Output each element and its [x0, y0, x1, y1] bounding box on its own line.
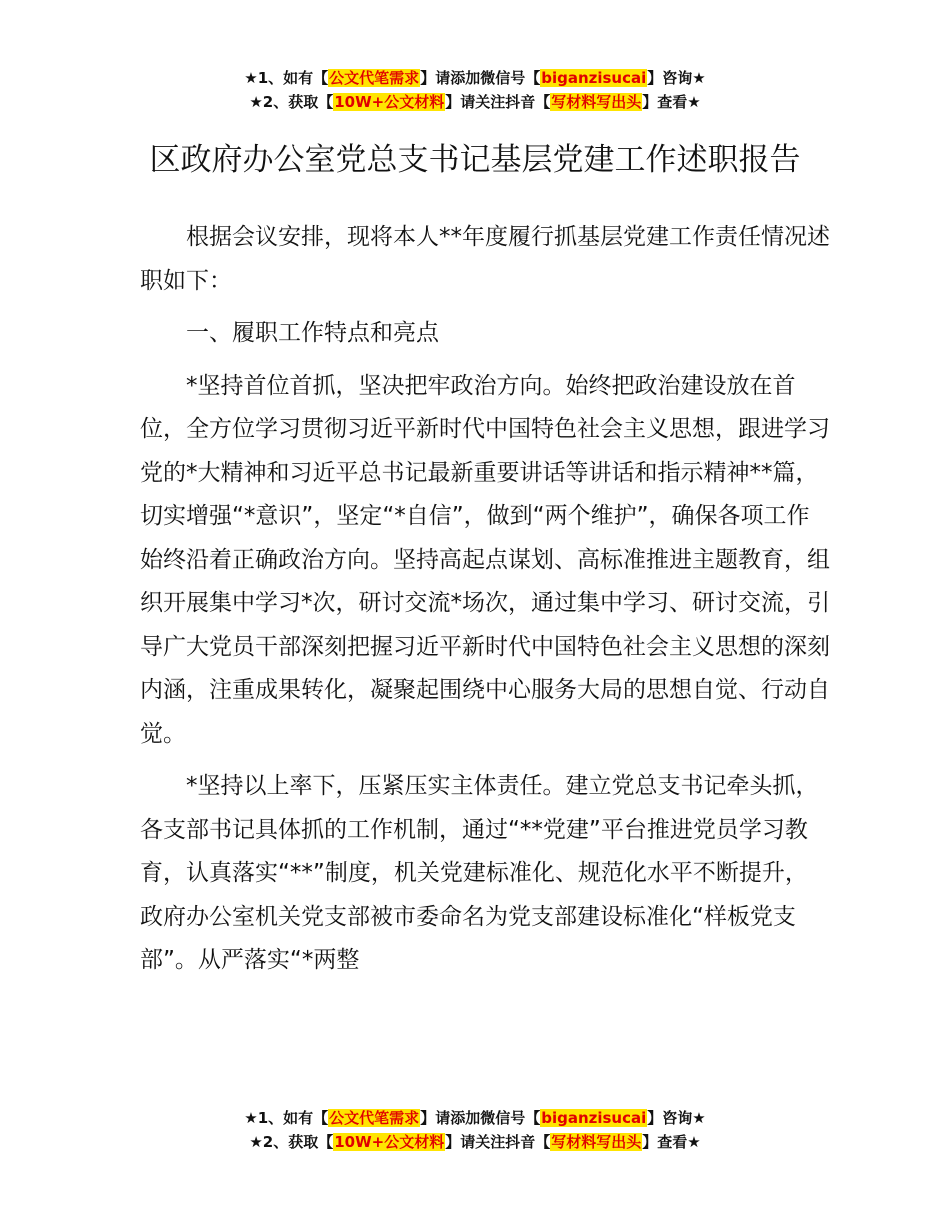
section-heading: 一、履职工作特点和亮点: [186, 320, 439, 346]
promo-line-1: [0, 66, 950, 90]
intro-paragraph: 根据会议安排，现将本人**年度履行抓基层党建工作责任情况述职如下：: [140, 224, 830, 294]
promo-text: 】请关注抖音【: [445, 93, 551, 111]
promo-text: ★1、如有【: [244, 69, 329, 87]
promo-text: ★2、获取【: [249, 1133, 334, 1151]
promo-highlight: 10W+公文材料: [334, 93, 445, 111]
promo-highlight: 公文代笔需求: [329, 1109, 420, 1127]
promo-highlight: biganzisucai: [541, 69, 647, 87]
promo-text: 】查看★: [642, 1133, 701, 1151]
promo-text: ★2、获取【: [249, 93, 334, 111]
promo-highlight: 写材料写出头: [551, 93, 642, 111]
body-paragraph: *坚持首位首抓，坚决把牢政治方向。始终把政治建设放在首位，全方位学习贯彻习近平新时代中国特色社会主义思想，跟进学习党的*大精神和习近平总书记最新重要讲话等讲话和指示精神**篇，切实增强“*意识”，坚定“*自信”，做到“两个维护”，确保各项工作始终沿着正确政治方向。坚持高起点谋划、高标准推进主题教育，组织开展集中学习*次，研讨交流*场次，通过集中学习、研讨交流，引导广大党员干部深刻把握习近平新时代中国特色社会主义思想的深刻内涵，注重成果转化，凝聚起围绕中心服务大局的思想自觉、行动自觉。: [140, 372, 830, 747]
promo-highlight: 10W+公文材料: [334, 1133, 445, 1151]
header-promo-banner: [0, 66, 950, 114]
promo-text: 】咨询★: [647, 69, 706, 87]
promo-text: 】查看★: [642, 93, 701, 111]
body-paragraph: *坚持以上率下，压紧压实主体责任。建立党总支书记牵头抓，各支部书记具体抓的工作机制，通过“**党建”平台推进党员学习教育，认真落实“**”制度，机关党建标准化、规范化水平不断提升，政府办公室机关党支部被市委命名为党支部建设标准化“样板党支部”。从严落实“*两整: [140, 773, 819, 973]
promo-line-2: [0, 1130, 950, 1154]
promo-text: 】请关注抖音【: [445, 1133, 551, 1151]
promo-highlight: 公文代笔需求: [329, 69, 420, 87]
footer-promo-banner: [0, 1106, 950, 1154]
document-title: 区政府办公室党总支书记基层党建工作述职报告: [149, 141, 801, 178]
promo-text: 】咨询★: [647, 1109, 706, 1127]
promo-text: 】请添加微信号【: [420, 69, 541, 87]
document-body: [140, 216, 830, 992]
promo-line-2: [0, 90, 950, 114]
promo-text: 】请添加微信号【: [420, 1109, 541, 1127]
promo-text: ★1、如有【: [244, 1109, 329, 1127]
promo-highlight: 写材料写出头: [551, 1133, 642, 1151]
promo-line-1: [0, 1106, 950, 1130]
promo-highlight: biganzisucai: [541, 1109, 647, 1127]
